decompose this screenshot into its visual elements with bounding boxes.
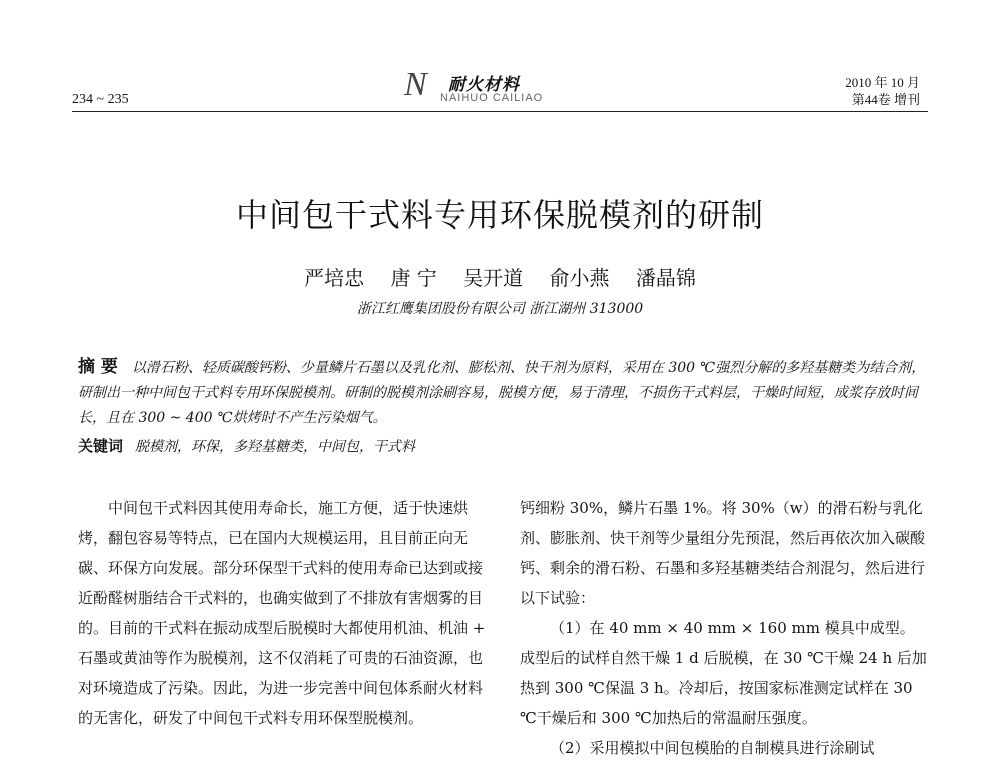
keywords-label: 关键词 xyxy=(78,437,124,455)
body-left-column xyxy=(78,493,488,733)
keywords xyxy=(78,435,928,456)
issue-date: 2010 年 10 月 xyxy=(845,75,920,90)
author: 潘晶锦 xyxy=(635,266,696,290)
issue-info xyxy=(845,74,920,108)
body-paragraph: （1）在 40 mm × 40 mm × 160 mm 模具中成型。成型后的试样自然干燥 1 d 后脱模，在 30 ℃干燥 24 h 后加热到 300 ℃保温 3 h。冷却后，按国家标准测定试样在 30 ℃干燥后和 300 ℃加热后的常温耐压强度。 xyxy=(520,619,927,727)
author: 俞小燕 xyxy=(549,266,610,290)
journal-name-en: NAIHUO CAILIAO xyxy=(440,92,544,104)
page-header xyxy=(0,0,1000,112)
keywords-text: 脱模剂，环保，多羟基糖类，中间包，干式料 xyxy=(135,439,416,455)
header-rule xyxy=(72,111,928,112)
paper-title: 中间包干式料专用环保脱模剂的研制 xyxy=(235,196,764,234)
journal-logo-icon: N xyxy=(404,66,427,103)
issue-volume: 第44卷 增刊 xyxy=(851,92,920,107)
author: 唐 宁 xyxy=(390,266,437,290)
author: 吴开道 xyxy=(463,266,524,290)
page-range: 234 ~ 235 xyxy=(72,92,129,107)
body-right-column xyxy=(520,493,928,763)
affiliation: 浙江红鹰集团股份有限公司 浙江湖州 313000 xyxy=(356,301,644,317)
author: 严培忠 xyxy=(304,266,365,290)
journal-name-cn: 耐火材料 xyxy=(448,75,520,95)
abstract-label: 摘 要 xyxy=(78,357,118,377)
body-paragraph: （2）采用模拟中间包模胎的自制模具进行涂刷试 xyxy=(550,739,875,757)
body-paragraph: 中间包干式料因其使用寿命长，施工方便，适于快速烘烤，翻包容易等特点，已在国内大规模运用，且目前正向无碳、环保方向发展。部分环保型干式料的使用寿命已达到或接近酚醛树脂结合干式料的，也确实做到了不排放有害烟雾的目的。目前的干式料在振动成型后脱模时大都使用机油、机油 + 石墨或黄油等作为脱模剂，这不仅消耗了可贵的石油资源，也对环境造成了污染。因此，为进一步完善中间包体系耐火材料的无害化，研发了中间包干式料专用环保型脱模剂。 xyxy=(78,499,486,727)
body-paragraph: 钙细粉 30%，鳞片石墨 1%。将 30%（w）的滑石粉与乳化剂、膨胀剂、快干剂等少量组分先预混，然后再依次加入碳酸钙、剩余的滑石粉、石墨和多羟基糖类结合剂混匀，然后进行以下试验： xyxy=(520,499,926,607)
abstract xyxy=(78,355,928,431)
abstract-text: 以滑石粉、轻质碳酸钙粉、少量鳞片石墨以及乳化剂、膨松剂、快干剂为原料，采用在 300 ℃强烈分解的多羟基糖类为结合剂，研制出一种中间包干式料专用环保脱模剂。研制的脱模剂涂刷容易，脱模方便，易于清理，不损伤干式料层，干燥时间短，成浆存放时间长，且在 300 ~ 400 ℃烘烤时不产生污染烟气。 xyxy=(78,360,926,426)
author-list xyxy=(0,262,1000,291)
